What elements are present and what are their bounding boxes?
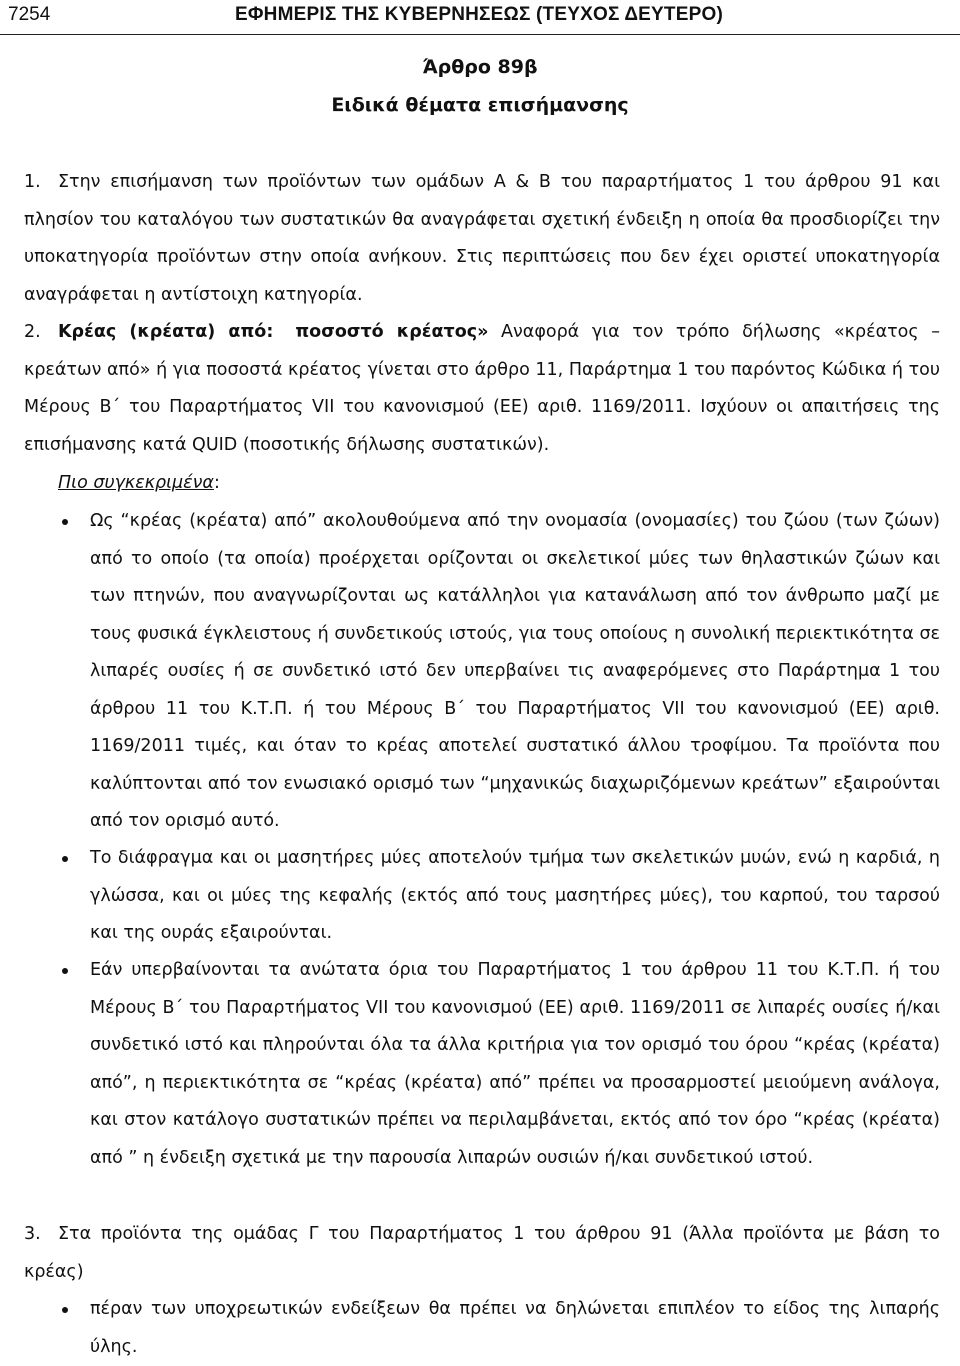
page-header: [0, 0, 960, 35]
section-1-text: Στην επισήμανση των προϊόντων των ομάδων Α & Β του παραρτήματος 1 του άρθρου 91 και πλησίον του καταλόγου των συστατικών θα αναγράφεται σχετική ένδειξη η οποία θα προσδιορίζει την υποκατηγορία προϊόντων στην οποία ανήκουν. Στις περιπτώσεις που δεν έχει οριστεί υποκατηγορία αναγράφεται η αντίστοιχη κατηγορία.: [24, 172, 940, 305]
section-2-number: 2.: [24, 322, 41, 342]
bullet-item-2: Το διάφραγμα και οι μασητήρες μύες αποτελούν τμήμα των σκελετικών μυών, ενώ η καρδιά, η γλώσσα, και οι μύες της κεφαλής (εκτός από τους μασητήρες μύες), του καρπού, του ταρσού και της ουράς εξαιρούνται.: [90, 848, 940, 943]
section-3-number: 3.: [24, 1224, 41, 1244]
page-number: 7254: [8, 4, 51, 25]
article-title: Άρθρο 89β: [422, 56, 538, 78]
bullet-item-3: Εάν υπερβαίνονται τα ανώτατα όρια του Παραρτήματος 1 του άρθρου 11 του Κ.Τ.Π. ή του Μέρους Β΄ του Παραρτήματος VII του κανονισμού (ΕΕ) αριθ. 1169/2011 σε λιπαρές ουσίες ή/και συνδετικό ιστό και πληρούνται όλα τα άλλα κριτήρια για τον ορισμό του όρου “κρέας (κρέατα) από”, η περιεκτικότητα σε “κρέας (κρέατα) από” πρέπει να προσαρμοστεί μειούμενη ανάλογα, και στον κατάλογο συστατικών πρέπει να περιλαμβάνεται, εκτός από τον όρο “κρέας (κρέατα) από ” η ένδειξη σχετικά με την παρουσία λιπαρών ουσιών ή/και συνδετικού ιστού.: [90, 960, 940, 1168]
section-3: [24, 1216, 940, 1291]
specifics-line: [58, 465, 938, 503]
section-2-text: Αναφορά για τον τρόπο δήλωσης «κρέατος – κρεάτων από» ή για ποσοστά κρέατος γίνεται στο άρθρο 11, Παράρτημα 1 του παρόντος Κώδικα ή του Μέρους Β΄ του Παραρτήματος VII του κανονισμού (ΕΕ) αριθ. 1169/2011. Ισχύουν οι απαιτήσεις της επισήμανσης κατά QUID (ποσοτικής δήλωσης συστατικών).: [24, 322, 940, 455]
section-2-heading-part1: Κρέας (κρέατα) από:: [58, 322, 274, 342]
bullet-icon: [62, 968, 68, 974]
section-3-text: Στα προϊόντα της ομάδας Γ του Παραρτήματος 1 του άρθρου 91 (Άλλα προϊόντα με βάση το κρέας): [24, 1224, 940, 1282]
section-1-number: 1.: [24, 172, 41, 192]
section-1: [24, 164, 940, 314]
article-subtitle: Ειδικά θέματα επισήμανσης: [331, 94, 629, 116]
specifics-label: Πιο συγκεκριμένα: [58, 473, 214, 493]
section-2-heading-part2: ποσοστό κρέατος»: [295, 322, 489, 342]
specifics-colon: :: [213, 473, 220, 493]
bullet-icon: [62, 1307, 68, 1313]
bullet-item-1: Ως “κρέας (κρέατα) από” ακολουθούμενα από την ονομασία (ονομασίες) του ζώου (των ζώων) από το οποίο (τα οποία) προέρχεται ορίζονται οι σκελετικοί μύες των θηλαστικών ζώων και των πτηνών, που αναγνωρίζονται ως κατάλληλοι για κατανάλωση από τον άνθρωπο μαζί με τους φυσικά έγκλειστους ή συνδετικούς ιστούς, για τους οποίους η συνολική περιεκτικότητα σε λιπαρές ουσίες ή σε συνδετικό ιστό δεν υπερβαίνει τις αναφερόμενες στο Παράρτημα 1 του άρθρου 11 του Κ.Τ.Π. ή του Μέρους Β΄ του Παραρτήματος VII του κανονισμού (ΕΕ) αριθ. 1169/2011 τιμές, και όταν το κρέας αποτελεί συστατικό άλλου τροφίμου. Τα προϊόντα που καλύπτονται από τον ενωσιακό ορισμό των “μηχανικώς διαχωριζόμενων κρεάτων” εξαιρούνται από τον ορισμό αυτό.: [90, 511, 940, 831]
journal-title: ΕΦΗΜΕΡΙΣ ΤΗΣ ΚΥΒΕΡΝΗΣΕΩΣ (ΤΕΥΧΟΣ ΔΕΥΤΕΡΟ): [235, 4, 723, 25]
bullet-icon: [62, 519, 68, 525]
section-2: [24, 314, 940, 464]
section-3-bullet-1: πέραν των υποχρεωτικών ενδείξεων θα πρέπει να δηλώνεται επιπλέον το είδος της λιπαρής ύλης.: [90, 1299, 940, 1357]
bullet-icon: [62, 856, 68, 862]
